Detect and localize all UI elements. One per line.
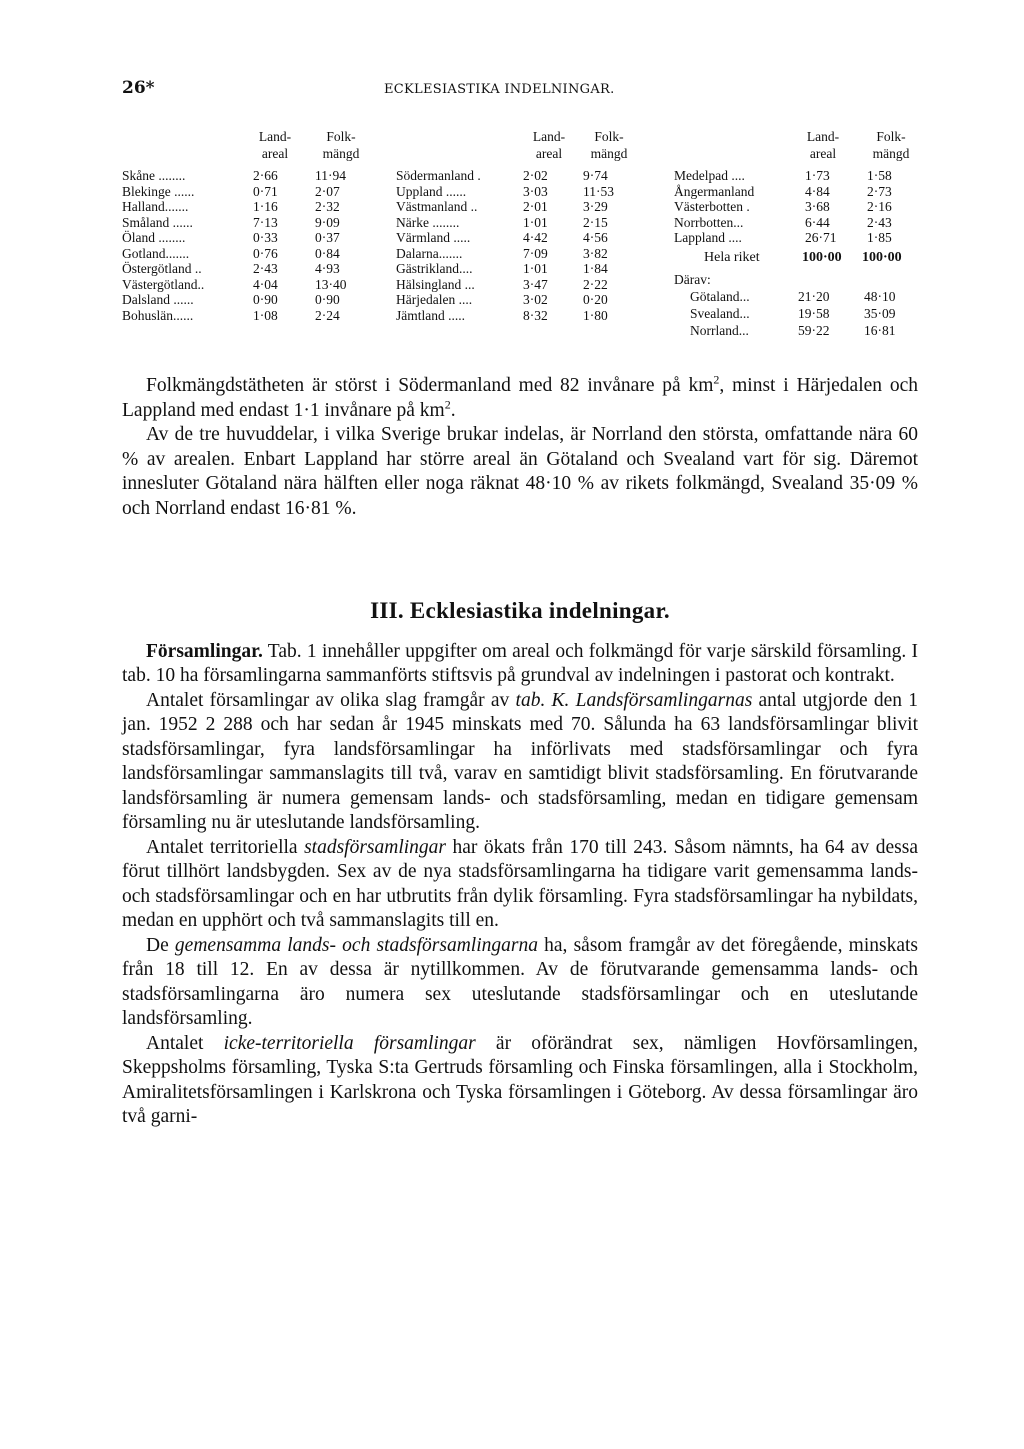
page-number: 26* — [122, 78, 155, 98]
row-landareal: 100·00 — [802, 250, 842, 265]
row-name: Ångermanland — [674, 183, 755, 199]
table-rows-parts — [674, 289, 922, 340]
column-header-folkmangd: Folk- mängd — [590, 129, 628, 161]
paragraph-forsamlingar: Församlingar. Tab. 1 innehåller uppgifter om areal och folkmängd för varje särskild församling. I tab. 10 ha församlingarna sammanförts stiftsvis på grundval av indelningen i pastorat och kontrakt. — [122, 640, 918, 686]
row-name: Blekinge ...... — [122, 183, 195, 199]
row-landareal: 1·08 — [253, 307, 278, 323]
row-name: Norrbotten... — [674, 214, 744, 230]
row-folkmangd: 2·24 — [315, 307, 340, 323]
column-header-folkmangd: Folk- mängd — [322, 129, 360, 161]
row-name: Småland ...... — [122, 214, 193, 230]
section-heading: III. Ecklesiastika indelningar. — [370, 598, 670, 623]
row-landareal: 3·68 — [805, 199, 830, 214]
paragraph-stadsforsamlingar: Antalet territoriella stadsförsamlingar har ökats från 170 till 243. Såsom nämnts, ha 64 av dessa förut tillhört landsbygden. Sex av de nya stadsförsamlingarna ha tidigare varit gemensamma lands- och stadsförsamlingar och en har utbrutits från dylik församling. Fyra stadsförsamlingar ha nybildats, medan en upphört och två sammanslagits till en. — [122, 836, 918, 931]
row-name: Hela riket — [704, 250, 760, 265]
row-folkmangd: 48·10 — [864, 289, 896, 304]
row-landareal: 4·42 — [523, 230, 548, 245]
row-name: Bohuslän...... — [122, 307, 194, 323]
row-landareal: 6·44 — [805, 214, 830, 230]
row-folkmangd: 2·15 — [583, 214, 608, 230]
row-name: Härjedalen .... — [396, 292, 473, 307]
row-name: Svealand... — [690, 306, 750, 321]
row-folkmangd: 2·73 — [867, 183, 892, 199]
row-landareal: 0·71 — [253, 183, 278, 199]
row-folkmangd: 16·81 — [864, 323, 896, 338]
row-landareal: 21·20 — [798, 289, 830, 304]
row-landareal: 0·33 — [253, 230, 278, 245]
row-folkmangd: 9·09 — [315, 214, 340, 230]
paragraph-gemensamma: De gemensamma lands- och stadsförsamlingarna ha, såsom framgår av det föregående, minskats från 18 till 12. En av dessa är nytillkommen. Av de förutvarande gemensamma lands- och stadsförsamlingarna äro numera sex uteslutande stadsförsamlingar och en uteslutande landsförsamling. — [122, 934, 918, 1029]
row-landareal: 19·58 — [798, 306, 830, 321]
column-header-landareal: Land- areal — [806, 129, 840, 161]
table-row-total — [674, 247, 922, 269]
row-name: Västerbotten . — [674, 199, 750, 214]
row-name: Västmanland .. — [396, 199, 478, 214]
row-folkmangd: 2·16 — [867, 199, 892, 214]
row-landareal: 7·09 — [523, 245, 548, 261]
row-landareal: 2·66 — [253, 168, 278, 183]
row-landareal: 26·71 — [805, 230, 837, 245]
row-name: Norrland... — [690, 323, 749, 338]
row-landareal: 2·43 — [253, 261, 278, 276]
row-landareal: 1·73 — [805, 168, 830, 183]
row-folkmangd: 3·29 — [583, 199, 608, 214]
row-name: Götaland... — [690, 289, 750, 304]
paragraph-landsforsamlingar: Antalet församlingar av olika slag framgår av tab. K. Landsförsamlingarnas antal utgjorde den 1 jan. 1952 2 288 och har sedan år 1945 minskats med 70. Sålunda ha 63 landsförsamlingar blivit stadsförsamlingar, fyra landsförsamlingar ha införlivats med stadsförsamlingar och fyra landsförsamlingar sammanslagits till två, varav en samtidigt blivit stadsförsamling. En förutvarande landsförsamling är numera gemensam lands- och stadsförsamling, medan en tidigare gemensam församling nu är uteslutande landsförsamling. — [122, 689, 918, 833]
row-landareal: 2·02 — [523, 168, 548, 183]
row-folkmangd: 0·90 — [315, 292, 340, 307]
row-landareal: 3·03 — [523, 183, 548, 199]
row-landareal: 7·13 — [253, 214, 278, 230]
row-name: Medelpad .... — [674, 168, 745, 183]
row-folkmangd: 2·07 — [315, 183, 340, 199]
row-landareal: 1·01 — [523, 214, 548, 230]
row-landareal: 1·01 — [523, 261, 548, 276]
page-header — [122, 78, 902, 102]
row-folkmangd: 4·93 — [315, 261, 340, 276]
row-landareal: 0·76 — [253, 245, 278, 261]
row-folkmangd: 9·74 — [583, 168, 608, 183]
row-name: Dalarna....... — [396, 245, 463, 261]
row-folkmangd: 35·09 — [864, 306, 896, 321]
row-name: Östergötland .. — [122, 261, 202, 276]
darav-label: Därav: — [674, 272, 711, 287]
column-header-folkmangd: Folk- mängd — [872, 129, 910, 161]
row-folkmangd: 100·00 — [862, 250, 902, 265]
row-landareal: 4·84 — [805, 183, 830, 199]
row-name: Hälsingland ... — [396, 276, 475, 292]
row-folkmangd: 11·94 — [315, 168, 346, 183]
row-name: Värmland ..... — [396, 230, 471, 245]
row-landareal: 3·02 — [523, 292, 548, 307]
row-name: Öland ........ — [122, 230, 186, 245]
row-folkmangd: 3·82 — [583, 245, 608, 261]
row-name: Närke ........ — [396, 214, 460, 230]
paragraph-main-parts: Av de tre huvuddelar, i vilka Sverige brukar indelas, är Norrland den största, omfattande nära 60 % av arealen. Enbart Lappland har större areal än Götaland och Svealand vart för sig. Däremot innesluter Götaland nära hälften eller noga räknat 48·10 % av rikets folkmängd, Svealand 35·09 % och Norrland endast 16·81 %. — [122, 424, 918, 519]
row-folkmangd: 0·37 — [315, 230, 340, 245]
row-landareal: 0·90 — [253, 292, 278, 307]
row-folkmangd: 13·40 — [315, 276, 347, 292]
row-landareal: 4·04 — [253, 276, 278, 292]
row-name: Skåne ........ — [122, 168, 186, 183]
column-header-landareal: Land- areal — [532, 129, 566, 161]
row-folkmangd: 0·84 — [315, 245, 340, 261]
row-folkmangd: 1·85 — [867, 230, 892, 245]
row-name: Gotland....... — [122, 245, 190, 261]
row-folkmangd: 4·56 — [583, 230, 608, 245]
row-name: Västergötland.. — [122, 276, 205, 292]
running-title: ECKLESIASTIKA INDELNINGAR. — [384, 82, 615, 97]
row-name: Lappland .... — [674, 230, 742, 245]
row-name: Uppland ...... — [396, 183, 467, 199]
row-folkmangd: 1·58 — [867, 168, 892, 183]
row-landareal: 8·32 — [523, 307, 548, 323]
row-name: Gästrikland.... — [396, 261, 473, 276]
row-name: Jämtland ..... — [396, 307, 465, 323]
row-landareal: 1·16 — [253, 199, 278, 214]
row-name: Halland....... — [122, 199, 189, 214]
row-folkmangd: 1·84 — [583, 261, 608, 276]
body-text — [122, 374, 918, 1130]
row-name: Dalsland ...... — [122, 292, 194, 307]
paragraph-density: Folkmängdstätheten är störst i Södermanland med 82 invånare på $km^2$, minst i Härjedalen och Lappland med endast 1·1 invånare på $km^2$. — [122, 372, 918, 421]
row-folkmangd: 11·53 — [583, 183, 614, 199]
row-folkmangd: 2·43 — [867, 214, 892, 230]
row-folkmangd: 0·20 — [583, 292, 608, 307]
row-landareal: 59·22 — [798, 323, 830, 338]
table-row — [674, 289, 922, 306]
row-folkmangd: 1·80 — [583, 307, 608, 323]
row-folkmangd: 2·32 — [315, 199, 340, 214]
area-population-table — [122, 128, 922, 368]
column-header-landareal: Land- areal — [258, 129, 292, 161]
row-folkmangd: 2·22 — [583, 276, 608, 292]
paragraph-icke-territoriella: Antalet icke-territoriella församlingar är oförändrat sex, nämligen Hovförsamlingen, Skeppsholms församling, Tyska S:ta Gertruds församling och Finska församlingen, alla i Stockholm, Amiralitetsförsamlingen i Karlskrona och Tyska församlingen i Göteborg. Av dessa församlingar äro två garni- — [122, 1032, 918, 1127]
row-name: Södermanland . — [396, 168, 481, 183]
row-landareal: 2·01 — [523, 199, 548, 214]
row-landareal: 3·47 — [523, 276, 548, 292]
table-row — [674, 323, 922, 340]
table-row — [674, 306, 922, 323]
